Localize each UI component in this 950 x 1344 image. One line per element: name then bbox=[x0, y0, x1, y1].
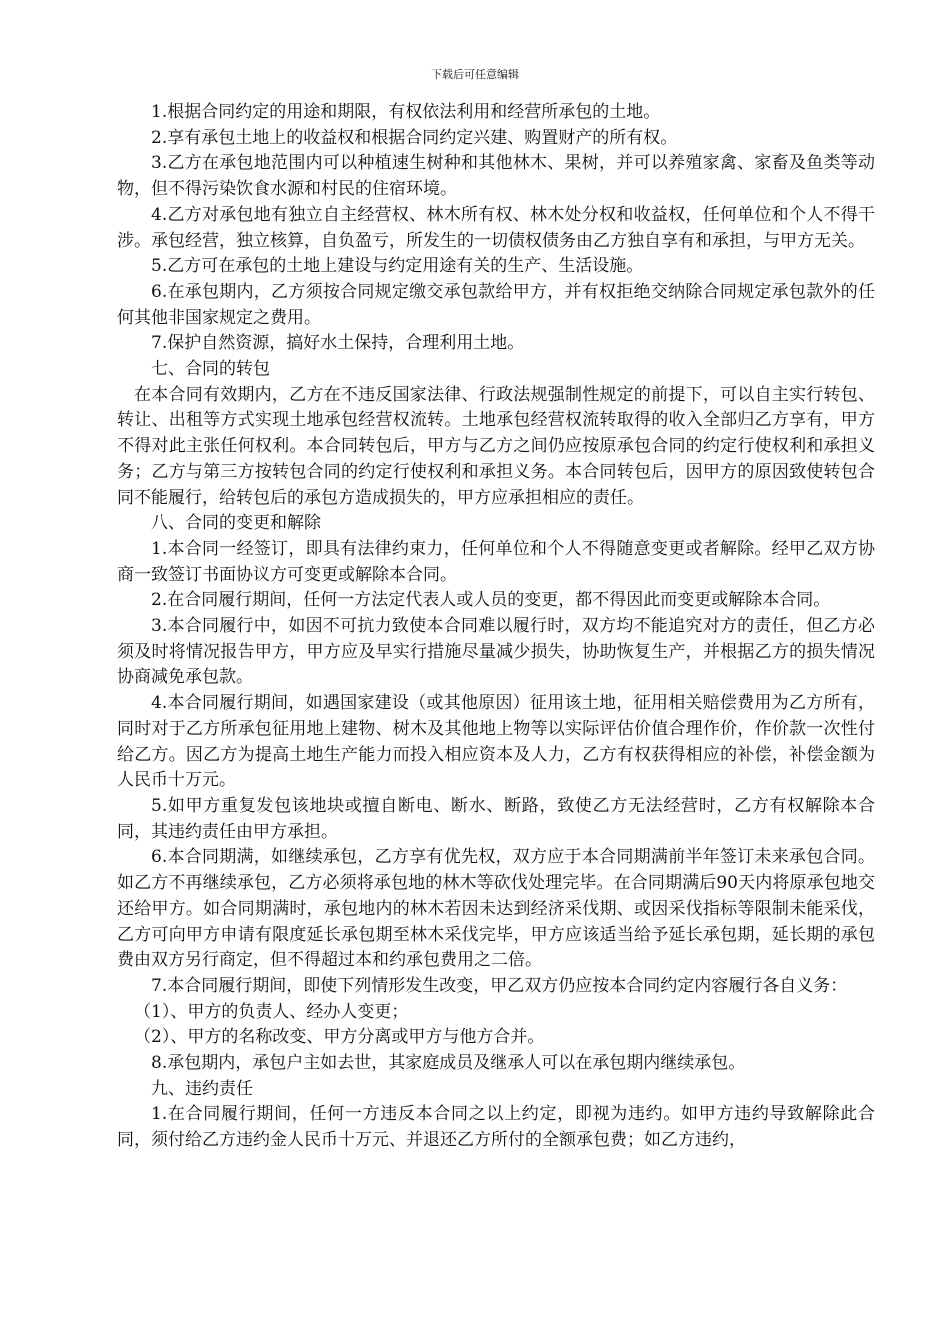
list-item: 4.乙方对承包地有独立自主经营权、林木所有权、林木处分权和收益权，任何单位和个人不得干涉。承包经营，独立核算，自负盈亏，所发生的一切债权债务由乙方独自享有和承担，与甲方无关。 bbox=[117, 204, 875, 251]
list-item: 5.如甲方重复发包该地块或擅自断电、断水、断路，致使乙方无法经营时，乙方有权解除本合同，其违约责任由甲方承担。 bbox=[117, 795, 875, 842]
list-item: 6.本合同期满，如继续承包，乙方享有优先权，双方应于本合同期满前半年签订未来承包合同。如乙方不再继续承包，乙方必须将承包地的林木等砍伐处理完毕。在合同期满后90天内将原承包地交还给甲方。如合同期满时，承包地内的林木若因未达到经济采伐期、或因采伐指标等限制未能采伐，乙方可向甲方申请有限度延长承包期至林木采伐完毕，甲方应该适当给予延长承包期，延长期的承包费由双方另行商定，但不得超过本和约承包费用之二倍。 bbox=[117, 847, 875, 971]
list-item: 2.在合同履行期间，任何一方法定代表人或人员的变更，都不得因此而变更或解除本合同。 bbox=[151, 590, 831, 611]
list-item: 5.乙方可在承包的土地上建设与约定用途有关的生产、生活设施。 bbox=[151, 256, 644, 277]
list-item: 4.本合同履行期间，如遇国家建设（或其他原因）征用该土地，征用相关赔偿费用为乙方所有，同时对于乙方所承包征用地上建物、树木及其他地上物等以实际评估价值合理作价，作价款一次性付给乙方。因乙方为提高土地生产能力而投入相应资本及人力，乙方有权获得相应的补偿，补偿金额为人民币十万元。 bbox=[117, 693, 875, 791]
list-item: 6.在承包期内，乙方须按合同规定缴交承包款给甲方，并有权拒绝交纳除合同规定承包款外的任何其他非国家规定之费用。 bbox=[117, 281, 875, 328]
list-item: 3.乙方在承包地范围内可以种植速生树种和其他林木、果树，并可以养殖家禽、家畜及鱼类等动物，但不得污染饮食水源和村民的住宿环境。 bbox=[117, 153, 875, 200]
list-item: 1.本合同一经签订，即具有法律约束力，任何单位和个人不得随意变更或者解除。经甲乙双方协商一致签订书面协议方可变更或解除本合同。 bbox=[117, 538, 875, 585]
list-item: 7.保护自然资源，搞好水土保持，合理利用土地。 bbox=[151, 333, 525, 354]
section-heading: 九、违约责任 bbox=[151, 1078, 253, 1099]
list-item: 7.本合同履行期间，即使下列情形发生改变，甲乙双方仍应按本合同约定内容履行各自义务： bbox=[151, 975, 848, 996]
list-item: 2.享有承包土地上的收益权和根据合同约定兴建、购置财产的所有权。 bbox=[151, 127, 678, 148]
sub-item: （2）、甲方的名称改变、甲方分离或甲方与他方合并。 bbox=[134, 1027, 545, 1048]
sub-item: （1）、甲方的负责人、经办人变更； bbox=[134, 1001, 409, 1022]
list-item: 8.承包期内，承包户主如去世，其家庭成员及继承人可以在承包期内继续承包。 bbox=[151, 1053, 746, 1074]
document-body bbox=[117, 100, 875, 1154]
list-item: 1.根据合同约定的用途和期限，有权依法利用和经营所承包的土地。 bbox=[151, 102, 661, 122]
section-heading: 七、合同的转包 bbox=[151, 359, 270, 380]
body-paragraph: 在本合同有效期内，乙方在不违反国家法律、行政法规强制性规定的前提下，可以自主实行转包、转让、出租等方式实现土地承包经营权流转。土地承包经营权流转取得的收入全部归乙方享有，甲方不得对此主张任何权利。本合同转包后，甲方与乙方之间仍应按原承包合同的约定行使权利和承担义务；乙方与第三方按转包合同的约定行使权利和承担义务。本合同转包后，因甲方的原因致使转包合同不能履行，给转包后的承包方造成损失的，甲方应承担相应的责任。 bbox=[117, 384, 875, 508]
section-heading: 八、合同的变更和解除 bbox=[151, 513, 321, 534]
list-item: 3.本合同履行中，如因不可抗力致使本合同难以履行时，双方均不能追究对方的责任，但乙方必须及时将情况报告甲方，甲方应及早实行措施尽量减少损失，协助恢复生产，并根据乙方的损失情况协商减免承包款。 bbox=[117, 616, 875, 688]
page-header: 下载后可任意编辑 bbox=[431, 68, 519, 81]
list-item: 1.在合同履行期间，任何一方违反本合同之以上约定，即视为违约。如甲方违约导致解除此合同，须付给乙方违约金人民币十万元、并退还乙方所付的全额承包费；如乙方违约， bbox=[117, 1104, 875, 1151]
